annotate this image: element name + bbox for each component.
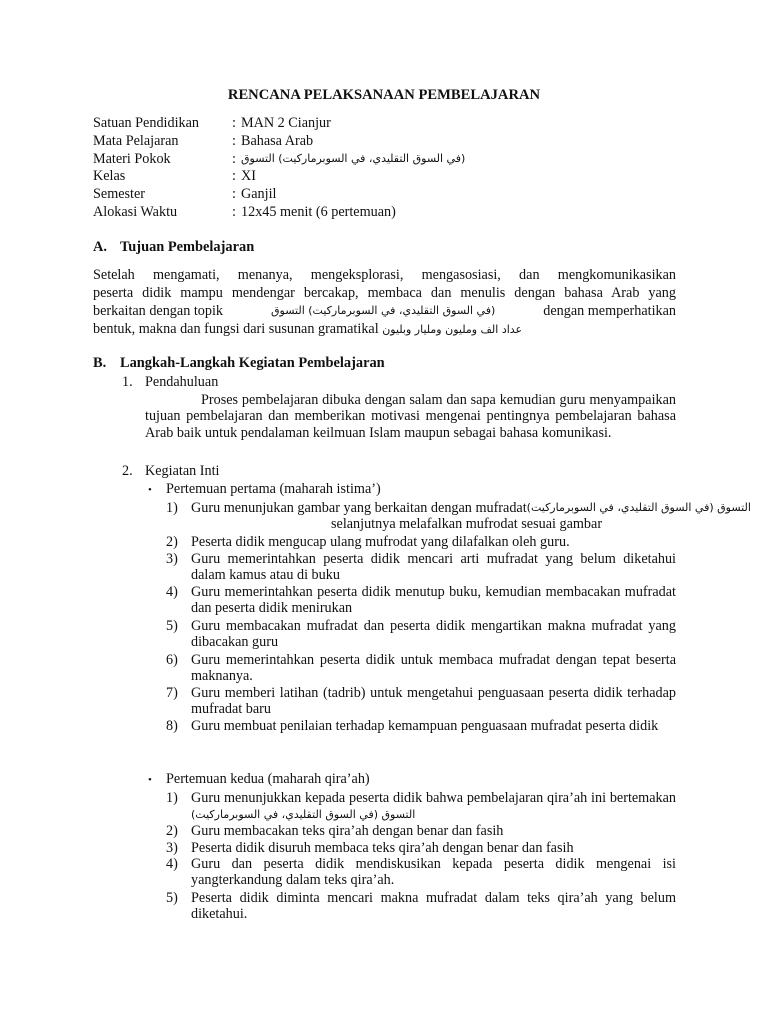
section-letter: A. <box>93 239 107 255</box>
bullet-icon: • <box>148 484 152 496</box>
identity-colon: : <box>232 186 236 203</box>
step-number: 5) <box>166 618 178 634</box>
identity-row <box>93 151 465 169</box>
paragraph-line: Setelah mengamati, menanya, mengeksplorasi, mengasosiasi, dan mengkomunikasikan <box>93 267 676 283</box>
section-b-heading <box>93 355 385 371</box>
step-number: 1) <box>166 790 178 806</box>
arabic-grammar: عداد الف ومليون ومليار وبليون <box>382 323 523 336</box>
identity-value: MAN 2 Cianjur <box>241 115 331 131</box>
step-number: 5) <box>166 890 178 906</box>
step-number: 7) <box>166 685 178 701</box>
step-number: 3) <box>166 551 178 567</box>
list-number: 2. <box>122 463 133 479</box>
arabic-topic: التسوق (في السوق التقليدي، في السوبرماركيت) <box>191 808 416 822</box>
step-text: Guru dan peserta didik mendiskusikan kepada peserta didik mengenai isi yangterkandung dalam teks qira’ah. <box>191 856 676 889</box>
step-text: Guru memerintahkan peserta didik menutup buku, kemudian membacakan mufradat dan peserta didik menirukan <box>191 584 676 617</box>
identity-value: Ganjil <box>241 186 277 203</box>
identity-colon: : <box>232 203 236 220</box>
identity-value: XI <box>241 168 256 185</box>
section-letter: B. <box>93 355 107 371</box>
paragraph-text: bentuk, makna dan fungsi dari susunan gramatikal <box>93 321 379 337</box>
paragraph-text: dengan memperhatikan <box>543 303 676 319</box>
paragraph-line <box>93 302 676 320</box>
section-a-paragraph <box>93 266 676 339</box>
identity-value: Bahasa Arab <box>241 132 314 149</box>
identity-label: Mata Pelajaran <box>93 132 179 149</box>
step-number: 1) <box>166 500 178 516</box>
section-title: Tujuan Pembelajaran <box>120 239 255 255</box>
document-title: RENCANA PELAKSANAAN PEMBELAJARAN <box>227 87 541 103</box>
step-number: 8) <box>166 718 178 734</box>
identity-colon: : <box>232 115 236 131</box>
section-a-heading <box>93 239 254 255</box>
bullet-icon: • <box>148 774 152 786</box>
step-text: Guru memberi latihan (tadrib) untuk mengetahui penguasaan peserta didik terhadap mufradat baru <box>191 685 676 718</box>
step-number: 2) <box>166 823 178 839</box>
identity-label: Materi Pokok <box>93 150 171 167</box>
identity-value-arabic: (في السوق التقليدي، في السوبرماركيت) التسوق <box>241 151 466 165</box>
identity-label: Kelas <box>93 168 126 185</box>
step-text: Guru membuat penilaian terhadap kemampuan penguasaan mufradat peserta didik <box>191 718 659 734</box>
identity-colon: : <box>232 132 236 149</box>
step-text: Guru membacakan teks qira’ah dengan benar dan fasih <box>191 823 504 839</box>
section-title: Langkah-Langkah Kegiatan Pembelajaran <box>120 355 385 371</box>
step-number: 6) <box>166 652 178 668</box>
list-title: Pendahuluan <box>145 374 219 390</box>
identity-row <box>93 115 465 133</box>
identity-colon: : <box>232 150 236 167</box>
step-text: Guru memerintahkan peserta didik mencari arti mufradat yang belum diketahui dalam kamus atau di buku <box>191 551 676 584</box>
paragraph-line <box>93 320 676 339</box>
arabic-topic: التسوق (في السوق التقليدي، في السوبرماركيت) <box>526 501 751 514</box>
step-line <box>191 500 751 516</box>
step-number: 4) <box>166 856 178 872</box>
identity-table <box>93 115 465 222</box>
list-title: Kegiatan Inti <box>145 463 220 479</box>
step-number: 2) <box>166 534 178 550</box>
meeting-title: Pertemuan pertama (maharah istima’) <box>166 481 381 497</box>
arabic-topic: (في السوق التقليدي، في السوبرماركيت) التسوق <box>271 304 496 317</box>
identity-label: Satuan Pendidikan <box>93 115 199 131</box>
step-text: Peserta didik mengucap ulang mufrodat yang dilafalkan oleh guru. <box>191 534 570 550</box>
step-text <box>191 790 676 824</box>
identity-row <box>93 204 465 222</box>
step-line-text: Guru menunjukan gambar yang berkaitan dengan mufradat <box>191 500 527 516</box>
step-text: Peserta didik diminta mencari makna mufradat dalam teks qira’ah yang belum diketahui. <box>191 890 676 923</box>
identity-label: Semester <box>93 186 146 203</box>
paragraph-line: peserta didik mampu mendengar bercakap, membaca dan menulis dengan bahasa Arab yang <box>93 285 676 301</box>
step-text: Guru memerintahkan peserta didik untuk membaca mufradat dengan tepat beserta maknanya. <box>191 652 676 685</box>
identity-row <box>93 168 465 186</box>
identity-row <box>93 133 465 151</box>
intro-paragraph: Proses pembelajaran dibuka dengan salam dan sapa kemudian guru menyampaikan tujuan pembelajaran dan memberikan motivasi mengenai pentingnya pembelajaran bahasa Arab baik untuk pendalaman keilmuan Islam maupun sebagai bahasa komunikasi. <box>145 392 676 441</box>
identity-value: 12x45 menit (6 pertemuan) <box>241 203 396 220</box>
step-text <box>191 500 751 533</box>
step-number: 3) <box>166 840 178 856</box>
paragraph-text: berkaitan dengan topik <box>93 303 224 319</box>
step-number: 4) <box>166 584 178 600</box>
identity-colon: : <box>232 168 236 185</box>
list-number: 1. <box>122 374 133 390</box>
step-text: Peserta didik disuruh membaca teks qira’ah dengan benar dan fasih <box>191 840 574 856</box>
identity-row <box>93 186 465 204</box>
step-line-text: Guru menunjukkan kepada peserta didik bahwa pembelajaran qira’ah ini bertemakan <box>191 790 676 806</box>
meeting-title: Pertemuan kedua (maharah qira’ah) <box>166 771 370 787</box>
step-text: Guru membacakan mufradat dan peserta didik mengartikan makna mufradat yang dibacakan guru <box>191 618 676 651</box>
step-line-text: selanjutnya melafalkan mufrodat sesuai gambar <box>331 516 603 533</box>
identity-label: Alokasi Waktu <box>93 203 178 220</box>
